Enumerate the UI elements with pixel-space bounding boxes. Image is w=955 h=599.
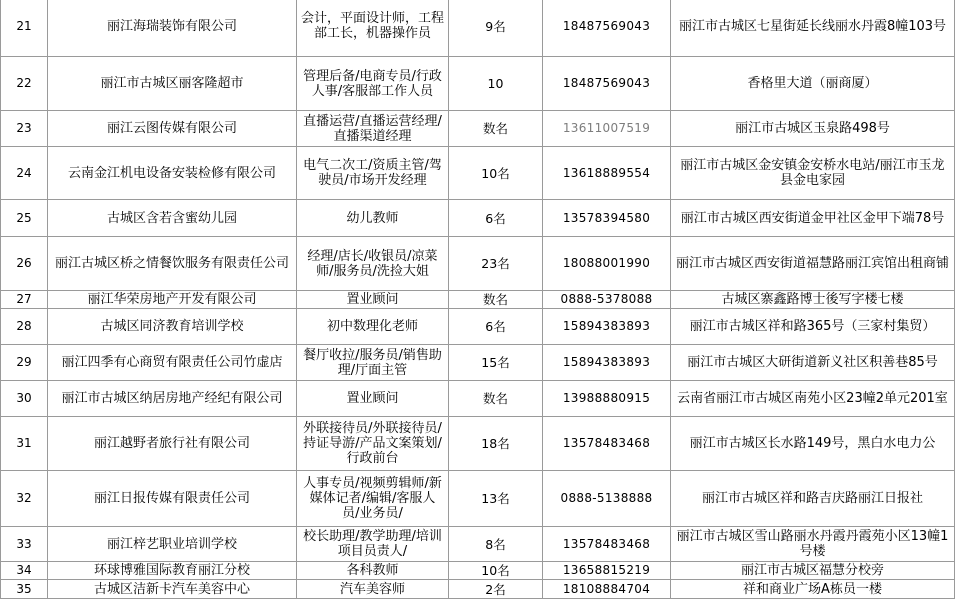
address-text: 丽江市古城区玉泉路498号 (735, 121, 890, 136)
address-text: 丽江市古城区金安镇金安桥水电站/丽江市玉龙县金电家园 (680, 158, 945, 188)
count-cell[interactable] (449, 417, 543, 471)
company-cell[interactable] (48, 562, 297, 580)
phone-text: 18088001990 (562, 256, 651, 270)
address-text: 丽江市古城区福慧分校旁 (740, 563, 884, 578)
position-text: 电气二次工/资质主管/驾驶员/市场开发经理 (303, 158, 442, 188)
position-cell[interactable] (297, 562, 449, 580)
company-text: 丽江越野者旅行社有限公司 (93, 436, 250, 451)
row-number-cell[interactable] (0, 57, 48, 111)
address-text: 丽江市古城区西安街道福慧路丽江宾馆出租商铺 (675, 256, 949, 271)
count-text: 18名 (481, 436, 510, 451)
phone-text: 18487569043 (562, 18, 651, 33)
position-text: 汽车美容师 (339, 581, 405, 597)
address-cell[interactable] (671, 57, 955, 111)
company-text: 丽江梓艺职业培训学校 (106, 536, 237, 552)
count-cell[interactable] (449, 345, 543, 381)
count-text: 8名 (485, 536, 506, 552)
position-cell[interactable] (297, 0, 449, 57)
address-cell[interactable] (671, 309, 955, 345)
count-text: 10名 (481, 165, 510, 181)
row-number-text: 25 (16, 210, 32, 225)
company-cell[interactable] (48, 527, 297, 562)
company-cell[interactable] (48, 111, 297, 147)
company-text: 环球博雅国际教育丽江分校 (93, 563, 250, 578)
phone-cell[interactable] (543, 527, 671, 562)
address-text: 丽江市古城区长水路149号，黑白水电力公 (689, 436, 936, 451)
count-text: 6名 (485, 319, 506, 334)
row-number-text: 28 (16, 319, 32, 333)
phone-cell[interactable] (543, 562, 671, 580)
address-text: 丽江市古城区七星街延长线丽水丹霞8幢103号 (678, 18, 947, 34)
address-text: 丽江市古城区祥和路吉庆路丽江日报社 (701, 491, 923, 506)
company-text: 古城区含若含蜜幼儿园 (106, 210, 237, 226)
position-text: 幼儿教师 (346, 210, 399, 226)
company-cell[interactable] (48, 147, 297, 200)
row-number-text: 27 (16, 292, 32, 306)
company-text: 云南金江机电设备安装检修有限公司 (67, 165, 276, 181)
phone-cell[interactable] (543, 0, 671, 57)
address-text: 古城区寨鑫路博士後写字楼七楼 (721, 292, 904, 307)
table-row (0, 200, 955, 237)
table-row (0, 111, 955, 147)
address-text: 祥和商业广场A栋员一楼 (743, 581, 882, 597)
company-text: 丽江云图传媒有限公司 (106, 121, 237, 136)
company-text: 丽江四季有心商贸有限责任公司竹虚店 (61, 355, 283, 370)
position-cell[interactable] (297, 111, 449, 147)
address-cell[interactable] (671, 471, 955, 527)
count-text: 2名 (485, 581, 506, 597)
row-number-text: 34 (16, 563, 32, 577)
address-text: 丽江市古城区大研街道新义社区积善巷85号 (687, 355, 938, 370)
table-row (0, 471, 955, 527)
company-cell[interactable] (48, 345, 297, 381)
count-cell[interactable] (449, 0, 543, 57)
company-text: 丽江市古城区纳居房地产经纪有限公司 (61, 391, 283, 406)
table-row (0, 562, 955, 580)
company-cell[interactable] (48, 471, 297, 527)
address-text: 丽江市古城区西安街道金甲社区金甲下端78号 (680, 210, 945, 226)
address-text: 香格里大道（丽商厦） (747, 76, 878, 91)
row-number-text: 31 (16, 436, 32, 450)
phone-text: 0888-5378088 (560, 292, 653, 306)
position-text: 初中数理化老师 (326, 319, 418, 334)
row-number-cell[interactable] (0, 580, 48, 599)
phone-cell[interactable] (543, 471, 671, 527)
position-text: 会计，平面设计师，工程部工长，机器操作员 (301, 11, 445, 41)
row-number-text: 21 (16, 18, 32, 33)
address-cell[interactable] (671, 291, 955, 309)
count-text: 数名 (482, 391, 508, 406)
table-row (0, 237, 955, 291)
address-cell[interactable] (671, 237, 955, 291)
row-number-cell[interactable] (0, 111, 48, 147)
row-number-cell[interactable] (0, 147, 48, 200)
company-cell[interactable] (48, 417, 297, 471)
count-cell[interactable] (449, 237, 543, 291)
company-cell[interactable] (48, 57, 297, 111)
position-text: 各科教师 (346, 563, 399, 578)
phone-text: 13611007519 (562, 121, 651, 135)
row-number-cell[interactable] (0, 0, 48, 57)
phone-cell[interactable] (543, 580, 671, 599)
address-cell[interactable] (671, 0, 955, 57)
table-row (0, 381, 955, 417)
phone-text: 13658815219 (562, 563, 651, 577)
count-text: 6名 (485, 210, 506, 226)
company-text: 丽江华荣房地产开发有限公司 (87, 292, 257, 307)
position-text: 管理后备/电商专员/行政人事/客服部工作人员 (303, 68, 442, 99)
phone-text: 13578394580 (562, 210, 651, 225)
company-text: 丽江市古城区丽客隆超市 (100, 76, 244, 91)
position-cell[interactable] (297, 381, 449, 417)
address-cell[interactable] (671, 417, 955, 471)
company-cell[interactable] (48, 580, 297, 599)
company-text: 古城区同济教育培训学校 (100, 319, 244, 334)
count-cell[interactable] (449, 527, 543, 562)
address-text: 丽江市古城区祥和路365号（三家村集贸） (689, 319, 936, 334)
phone-cell[interactable] (543, 309, 671, 345)
table-row (0, 57, 955, 111)
row-number-cell[interactable] (0, 527, 48, 562)
address-cell[interactable] (671, 527, 955, 562)
count-text: 数名 (482, 292, 508, 307)
row-number-cell[interactable] (0, 417, 48, 471)
row-number-text: 22 (16, 76, 32, 90)
company-text: 古城区洁新卡汽车美容中心 (93, 581, 250, 597)
table-row (0, 291, 955, 309)
count-cell[interactable] (449, 309, 543, 345)
position-cell[interactable] (297, 580, 449, 599)
phone-cell[interactable] (543, 57, 671, 111)
position-cell[interactable] (297, 237, 449, 291)
phone-cell[interactable] (543, 345, 671, 381)
row-number-cell[interactable] (0, 381, 48, 417)
position-text: 置业顾问 (346, 292, 399, 307)
phone-cell[interactable] (543, 381, 671, 417)
address-cell[interactable] (671, 562, 955, 580)
position-text: 经理/店长/收银员/凉菜师/服务员/洗捡大姐 (307, 248, 438, 279)
count-text: 数名 (482, 121, 508, 136)
phone-cell[interactable] (543, 417, 671, 471)
position-text: 外联接待员/外联接待员/持证导游/产品文案策划/行政前台 (303, 421, 442, 466)
table-row (0, 417, 955, 471)
table-row (0, 345, 955, 381)
phone-cell[interactable] (543, 111, 671, 147)
position-cell[interactable] (297, 309, 449, 345)
count-cell[interactable] (449, 147, 543, 200)
position-cell[interactable] (297, 527, 449, 562)
position-cell[interactable] (297, 345, 449, 381)
position-text: 校长助理/教学助理/培训项目员责人/ (303, 529, 442, 559)
address-cell[interactable] (671, 111, 955, 147)
count-cell[interactable] (449, 111, 543, 147)
row-number-cell[interactable] (0, 309, 48, 345)
count-cell[interactable] (449, 562, 543, 580)
phone-text: 18108884704 (562, 581, 651, 596)
row-number-cell[interactable] (0, 345, 48, 381)
count-text: 10 (487, 76, 504, 91)
row-number-cell[interactable] (0, 291, 48, 309)
table-row (0, 147, 955, 200)
company-cell[interactable] (48, 200, 297, 237)
row-number-text: 24 (16, 165, 32, 180)
row-number-text: 33 (16, 536, 32, 551)
row-number-text: 32 (16, 491, 32, 505)
count-cell[interactable] (449, 291, 543, 309)
position-cell[interactable] (297, 147, 449, 200)
position-text: 餐厅收拉/服务员/销售助理/厅面主管 (303, 347, 442, 378)
phone-text: 15894383893 (562, 319, 651, 333)
row-number-text: 35 (16, 581, 32, 596)
table-row (0, 527, 955, 562)
company-cell[interactable] (48, 237, 297, 291)
company-cell[interactable] (48, 309, 297, 345)
phone-cell[interactable] (543, 291, 671, 309)
phone-text: 0888-5138888 (560, 491, 653, 505)
phone-cell[interactable] (543, 200, 671, 237)
address-text: 丽江市古城区雪山路丽水丹霞丹霞苑小区13幢1号楼 (676, 529, 949, 559)
company-cell[interactable] (48, 0, 297, 57)
phone-text: 13578483468 (562, 536, 651, 551)
position-cell[interactable] (297, 417, 449, 471)
phone-text: 13578483468 (562, 436, 651, 450)
address-cell[interactable] (671, 381, 955, 417)
address-cell[interactable] (671, 200, 955, 237)
phone-text: 15894383893 (562, 355, 651, 369)
company-cell[interactable] (48, 291, 297, 309)
count-cell[interactable] (449, 580, 543, 599)
position-text: 人事专员/视频剪辑师/新媒体记者/编辑/客服人员/业务员/ (303, 476, 442, 521)
position-cell[interactable] (297, 57, 449, 111)
phone-text: 18487569043 (562, 76, 651, 90)
company-text: 丽江古城区桥之情餐饮服务有限责任公司 (54, 256, 289, 271)
address-text: 云南省丽江市古城区南苑小区23幢2单元201室 (677, 391, 948, 406)
address-cell[interactable] (671, 345, 955, 381)
row-number-text: 30 (16, 391, 32, 405)
phone-cell[interactable] (543, 237, 671, 291)
row-number-text: 26 (16, 256, 32, 270)
phone-text: 13618889554 (562, 165, 651, 180)
row-number-text: 23 (16, 121, 32, 135)
count-text: 10名 (481, 563, 510, 578)
count-text: 9名 (485, 18, 506, 34)
count-cell[interactable] (449, 57, 543, 111)
table-row (0, 309, 955, 345)
count-cell[interactable] (449, 471, 543, 527)
company-text: 丽江日报传媒有限责任公司 (93, 491, 250, 506)
row-number-cell[interactable] (0, 471, 48, 527)
position-cell[interactable] (297, 471, 449, 527)
address-cell[interactable] (671, 580, 955, 599)
table-row (0, 0, 955, 57)
position-text: 直播运营/直播运营经理/直播渠道经理 (303, 113, 442, 144)
phone-text: 13988880915 (562, 391, 651, 405)
position-cell[interactable] (297, 291, 449, 309)
count-cell[interactable] (449, 200, 543, 237)
table-row (0, 580, 955, 599)
phone-cell[interactable] (543, 147, 671, 200)
count-text: 13名 (481, 491, 510, 506)
row-number-cell[interactable] (0, 200, 48, 237)
count-text: 23名 (481, 256, 510, 271)
row-number-cell[interactable] (0, 237, 48, 291)
company-text: 丽江海瑞装饰有限公司 (106, 18, 237, 34)
position-cell[interactable] (297, 200, 449, 237)
position-text: 置业顾问 (346, 391, 399, 406)
row-number-text: 29 (16, 355, 32, 369)
row-number-cell[interactable] (0, 562, 48, 580)
address-cell[interactable] (671, 147, 955, 200)
count-cell[interactable] (449, 381, 543, 417)
company-cell[interactable] (48, 381, 297, 417)
count-text: 15名 (481, 355, 510, 370)
